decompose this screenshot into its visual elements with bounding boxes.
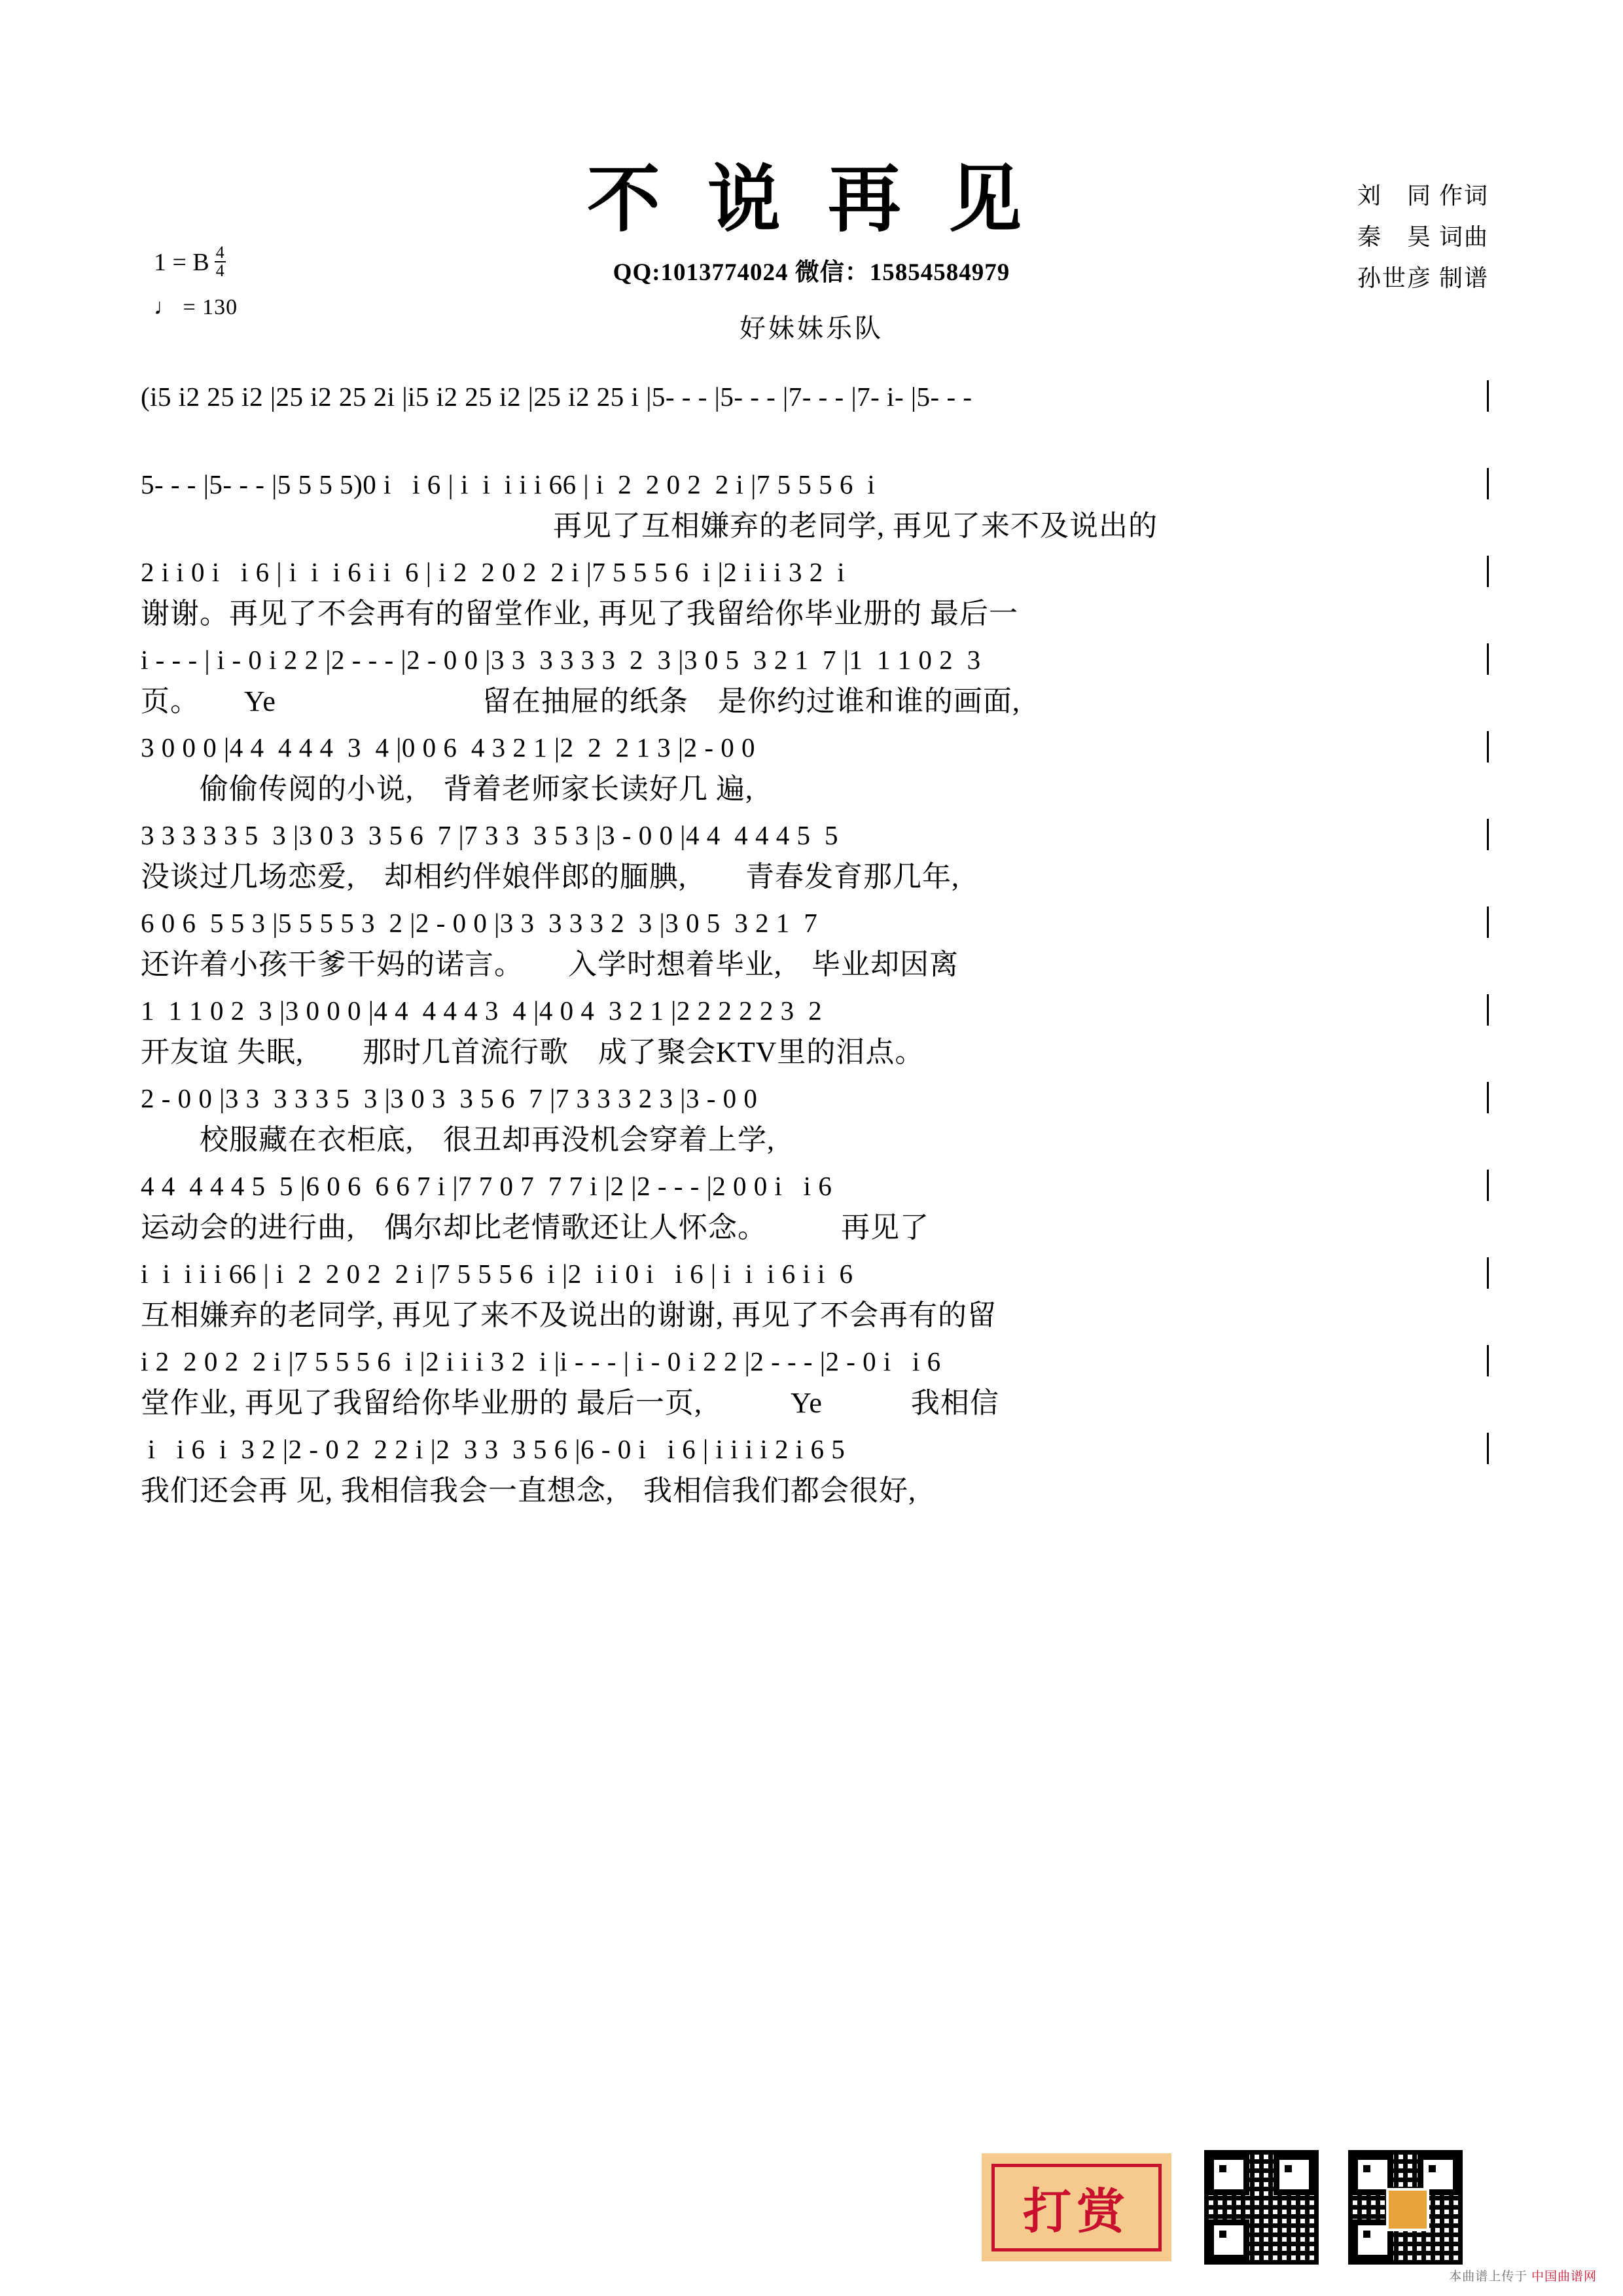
music-system [141,727,1489,811]
credit-composer: 秦 昊 词曲 [1357,224,1489,250]
time-signature-denominator: 4 [215,261,224,280]
lyrics-line: 没谈过几场恋爱, 却相约伴娘伴郎的腼腆, 青春发育那几年, [141,861,959,893]
lyrics-line [141,417,1489,460]
lyrics-line: 偷偷传阅的小说, 背着老师家长读好几 遍, [141,773,753,805]
lyrics-line: 堂作业, 再见了我留给你毕业册的 最后一页, Ye 我相信 [141,1387,999,1419]
notation-line: 6 0 6 5 5 3 |5 5 5 5 3 2 |2 - 0 0 |3 3 3 3 3 2 3 |3 0 5 3 2 1 7 [141,908,818,938]
notation-line: 5- - - |5- - - |5 5 5 5)0 i i 6 | i i i i i 66 | i 2 2 0 2 2 i |7 5 5 5 6 i [141,469,876,499]
key-signature [154,245,238,281]
lyrics-line: 运动会的进行曲, 偶尔却比老情歌还让人怀念。 再见了 [141,1211,929,1244]
barline [1487,380,1489,412]
music-system [141,376,1489,460]
reward-button-label: 打赏 [991,2164,1162,2251]
notation-line: 3 3 3 3 3 5 3 |3 0 3 3 5 6 7 |7 3 3 3 5 3 |3 - 0 0 |4 4 4 4 4 5 5 [141,820,838,850]
time-signature-numerator: 4 [215,243,224,262]
notation-line: i i i i i 66 | i 2 2 0 2 2 i |7 5 5 5 6 i |2 i i 0 i i 6 | i i i 6 i i 6 [141,1259,853,1289]
notation-line: i - - - | i - 0 i 2 2 |2 - - - |2 - 0 0 |3 3 3 3 3 3 2 3 |3 0 5 3 2 1 7 |1 1 1 0 2 3 [141,645,981,675]
key-and-tempo [154,245,238,323]
music-system [141,1166,1489,1249]
lyrics-line: 我们还会再 见, 我相信我会一直想念, 我相信我们都会很好, [141,1475,916,1507]
barline [1487,994,1489,1026]
lyrics-line: 再见了互相嫌弃的老同学, 再见了来不及说出的 [141,510,1158,542]
credit-lyricist: 刘 同 作词 [1357,183,1489,209]
qr-finder-icon [1208,2219,1249,2261]
music-system [141,1078,1489,1162]
barline [1487,1170,1489,1201]
time-signature [215,244,226,279]
qr-finder-icon [1274,2154,1315,2195]
qr-code-2 [1348,2150,1463,2265]
lyrics-line: 互相嫌弃的老同学, 再见了来不及说出的谢谢, 再见了不会再有的留 [141,1299,997,1331]
qr-finder-icon [1208,2154,1249,2195]
qr-code-1 [1204,2150,1319,2265]
lyrics-line: 校服藏在衣柜底, 很丑却再没机会穿着上学, [141,1124,775,1156]
barline [1487,556,1489,587]
notation-line: 4 4 4 4 4 5 5 |6 0 6 6 6 7 i |7 7 0 7 7 7 i |2 |2 - - - |2 0 0 i i 6 [141,1171,832,1201]
watermark-text: 本曲谱上传于 [1449,2270,1528,2284]
lyrics-line: 页。 Ye 留在抽屉的纸条 是你约过谁和谁的画面, [141,685,1020,717]
barline [1487,906,1489,938]
music-system [141,1341,1489,1425]
lyrics-line: 还许着小孩干爹干妈的诺言。 入学时想着毕业, 毕业却因离 [141,948,959,980]
notation-line: (i5 i2 25 i2 |25 i2 25 2i |i5 i2 25 i2 |25 i2 25 i |5- - - |5- - - |7- - - |7- i- |5- - - [141,382,972,412]
credit-arranger: 孙世彦 制谱 [1357,265,1489,291]
page-title: 不 说 再 见 [587,160,1036,241]
notation-line: i i 6 i 3 2 |2 - 0 2 2 2 i |2 3 3 3 5 6 |6 - 0 i i 6 | i i i i 2 i 6 5 [141,1434,846,1464]
watermark-source: 中国曲谱网 [1531,2270,1597,2284]
lyrics-line: 开友谊 失眠, 那时几首流行歌 成了聚会KTV里的泪点。 [141,1036,925,1068]
reward-button[interactable] [982,2153,1171,2261]
tempo-marking: ♩ = 130 [154,295,238,319]
barline [1487,1433,1489,1464]
music-system [141,1429,1489,1513]
notation-line: 2 - 0 0 |3 3 3 3 3 5 3 |3 0 3 3 5 6 7 |7 3 3 3 2 3 |3 - 0 0 [141,1083,758,1113]
music-system [141,815,1489,899]
barline [1487,731,1489,762]
band-name: 好妹妹乐队 [740,314,883,343]
barline [1487,1257,1489,1289]
music-system [141,464,1489,548]
music-system [141,1253,1489,1337]
notation-line: 2 i i 0 i i 6 | i i i 6 i i 6 | i 2 2 0 2 2 i |7 5 5 5 6 i |2 i i i 3 2 i [141,557,846,587]
notation-line: 3 0 0 0 |4 4 4 4 4 3 4 |0 0 6 4 3 2 1 |2 2 2 1 3 |2 - 0 0 [141,732,755,762]
lyrics-line: 谢谢。再见了不会再有的留堂作业, 再见了我留给你毕业册的 最后一 [141,598,1018,630]
notation-line: i 2 2 0 2 2 i |7 5 5 5 6 i |2 i i i 3 2 i |i - - - | i - 0 i 2 2 |2 - - - |2 - 0 i i 6 [141,1346,941,1376]
barline [1487,643,1489,675]
barline [1487,819,1489,850]
credits-block [1357,175,1489,299]
contact-line: QQ:1013774024 微信：15854584979 [613,259,1010,286]
music-system [141,990,1489,1074]
notation-line: 1 1 1 0 2 3 |3 0 0 0 |4 4 4 4 4 3 4 |4 0 4 3 2 1 |2 2 2 2 2 3 2 [141,996,823,1026]
barline [1487,1082,1489,1113]
barline [1487,468,1489,499]
qr-center-logo [1386,2188,1429,2231]
music-systems [141,376,1489,1516]
key-label: 1 = B [154,249,209,277]
music-system [141,639,1489,723]
music-system [141,903,1489,986]
barline [1487,1345,1489,1376]
watermark [1449,2267,1597,2284]
music-system [141,552,1489,636]
